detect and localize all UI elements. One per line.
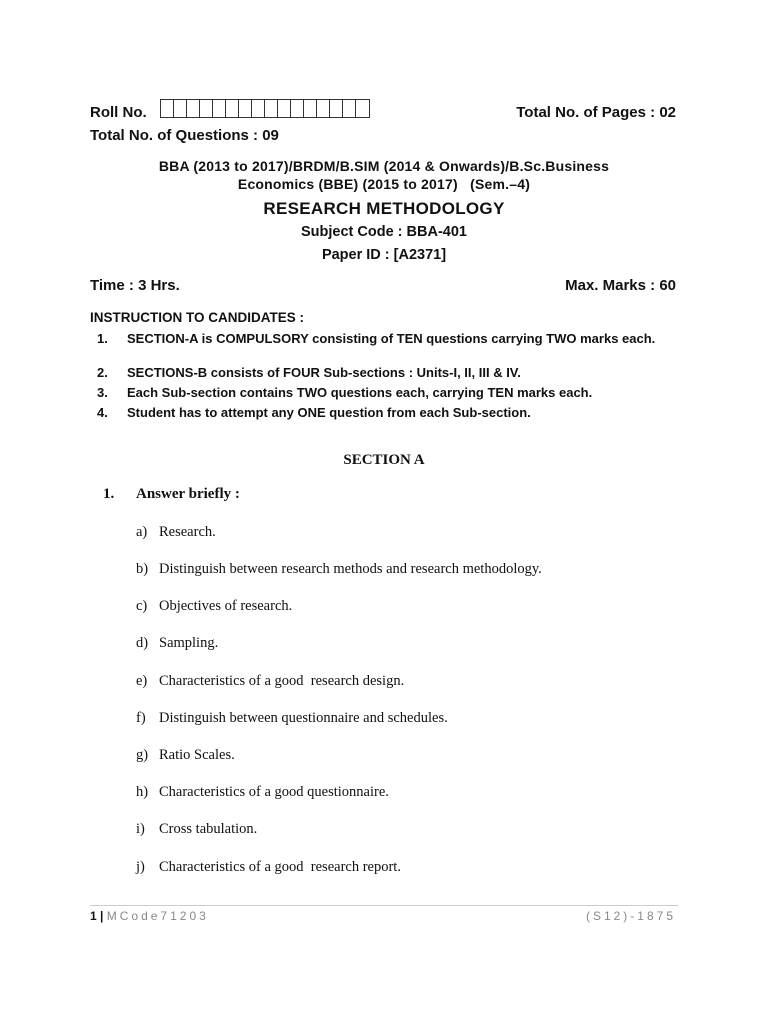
footer-divider bbox=[90, 905, 678, 906]
footer-separator: | bbox=[100, 909, 104, 923]
instruction-item bbox=[97, 365, 679, 380]
total-questions: Total No. of Questions : 09 bbox=[90, 127, 279, 144]
instruction-text: SECTION-A is COMPULSORY consisting of TEN questions carrying TWO marks each. bbox=[127, 331, 656, 346]
footer-left bbox=[90, 909, 209, 923]
sub-question bbox=[136, 673, 404, 690]
sub-question bbox=[136, 859, 401, 876]
instruction-number: 1. bbox=[97, 331, 108, 346]
sub-question bbox=[136, 635, 218, 652]
sub-question-letter: j) bbox=[136, 859, 145, 875]
sub-question bbox=[136, 598, 292, 615]
sub-question-letter: b) bbox=[136, 561, 149, 577]
instruction-text: SECTIONS-B consists of FOUR Sub-sections : Units-I, II, III & IV. bbox=[127, 365, 521, 380]
instruction-number: 3. bbox=[97, 385, 108, 400]
instruction-item bbox=[97, 331, 679, 346]
footer-right-code: (S12)-1875 bbox=[585, 909, 676, 923]
instruction-item bbox=[97, 385, 679, 400]
question-text: Answer briefly : bbox=[136, 486, 240, 502]
sub-question-letter: e) bbox=[136, 673, 148, 689]
sub-question-letter: c) bbox=[136, 598, 148, 614]
subject-code: Subject Code : BBA-401 bbox=[301, 224, 467, 240]
sub-question-text: Research. bbox=[159, 524, 216, 540]
course-line-2: Economics (BBE) (2015 to 2017) (Sem.–4) bbox=[237, 176, 531, 192]
sub-question-text: Characteristics of a good research report. bbox=[159, 859, 401, 875]
sub-question-text: Characteristics of a good research design. bbox=[159, 673, 405, 689]
paper-id: Paper ID : [A2371] bbox=[321, 247, 447, 263]
instruction-number: 2. bbox=[97, 365, 108, 380]
sub-question-text: Ratio Scales. bbox=[159, 747, 235, 763]
sub-question bbox=[136, 524, 216, 541]
sub-question-text: Distinguish between questionnaire and schedules. bbox=[159, 710, 448, 726]
section-a-title: SECTION A bbox=[343, 452, 425, 468]
roll-number-label: Roll No. bbox=[90, 104, 147, 121]
sub-question-text: Cross tabulation. bbox=[159, 821, 258, 837]
sub-question-text: Sampling. bbox=[159, 635, 219, 651]
roll-number-boxes bbox=[160, 99, 370, 118]
instruction-number: 4. bbox=[97, 405, 108, 420]
sub-question bbox=[136, 710, 448, 727]
page-number: 1 bbox=[90, 909, 97, 923]
sub-question bbox=[136, 747, 235, 764]
sub-question bbox=[136, 821, 257, 838]
exam-time: Time : 3 Hrs. bbox=[90, 277, 180, 294]
total-pages: Total No. of Pages : 02 bbox=[516, 104, 676, 121]
sub-question-letter: d) bbox=[136, 635, 149, 651]
sub-question-text: Objectives of research. bbox=[159, 598, 293, 614]
sub-question-letter: f) bbox=[136, 710, 146, 726]
instruction-text: Each Sub-section contains TWO questions each, carrying TEN marks each. bbox=[127, 385, 593, 400]
max-marks: Max. Marks : 60 bbox=[565, 277, 676, 294]
sub-question-letter: i) bbox=[136, 821, 145, 837]
subject-title: RESEARCH METHODOLOGY bbox=[263, 199, 505, 218]
instructions-heading: INSTRUCTION TO CANDIDATES : bbox=[90, 310, 304, 325]
sub-question-letter: h) bbox=[136, 784, 149, 800]
instruction-text: Student has to attempt any ONE question from each Sub-section. bbox=[127, 405, 531, 420]
sub-question bbox=[136, 561, 542, 578]
course-line-1: BBA (2013 to 2017)/BRDM/B.SIM (2014 & Onwards)/B.Sc.Business bbox=[158, 158, 610, 174]
sub-question-letter: a) bbox=[136, 524, 148, 540]
sub-question-letter: g) bbox=[136, 747, 149, 763]
sub-question-text: Distinguish between research methods and research methodology. bbox=[159, 561, 542, 577]
sub-question-text: Characteristics of a good questionnaire. bbox=[159, 784, 389, 800]
sub-question bbox=[136, 784, 389, 801]
question-number: 1. bbox=[103, 486, 115, 502]
instruction-item bbox=[97, 405, 679, 420]
footer-mcode: MCode71203 bbox=[106, 909, 209, 923]
